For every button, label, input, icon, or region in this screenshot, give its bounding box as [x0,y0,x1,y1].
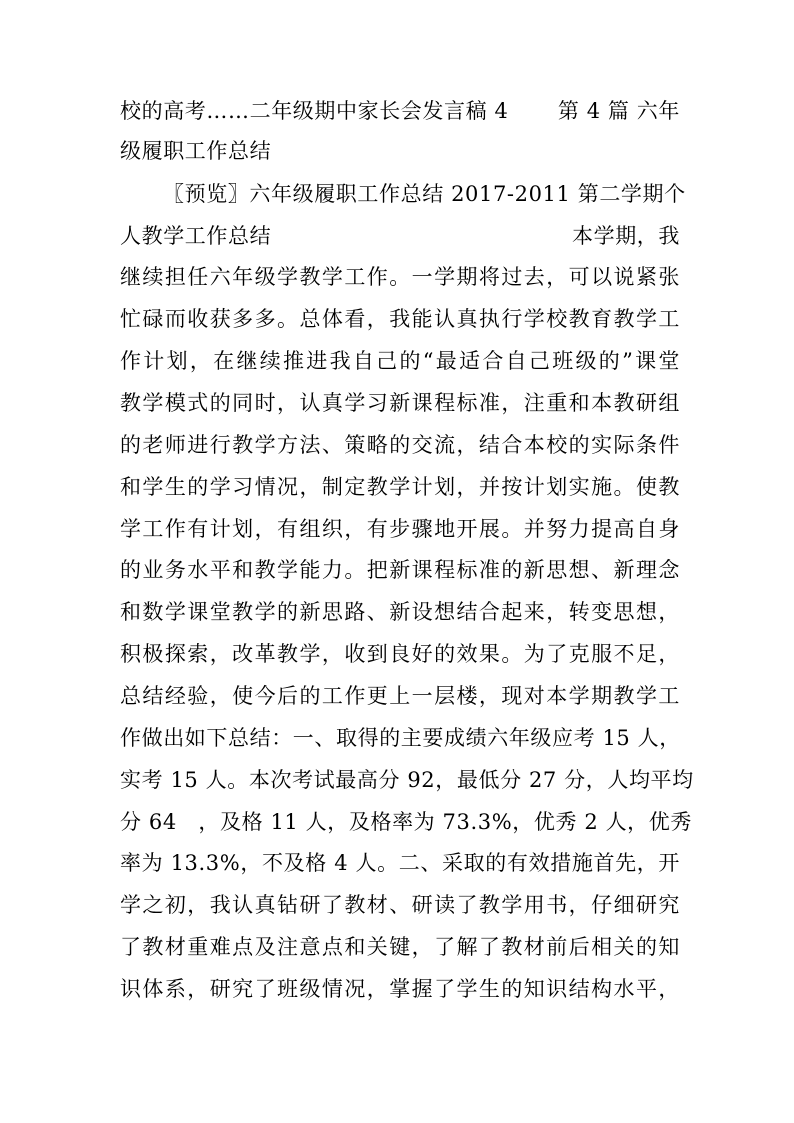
text-line-6: 忙碌而收获多多。总体看，我能认真执行学校教育教学工 [120,307,680,331]
text-line-5: 继续担任六年级学教学工作。一学期将过去，可以说紧张 [120,265,680,289]
text-line-15: 总结经验，使今后的工作更上一层楼，现对本学期教学工 [120,684,680,708]
text-line-9: 的老师进行教学方法、策略的交流，结合本校的实际条件 [120,433,680,457]
text-line-8: 教学模式的同时，认真学习新课程标准，注重和本教研组 [120,391,680,415]
text-line-13: 和数学课堂教学的新思路、新设想结合起来，转变思想， [120,600,680,624]
text-line-14: 积极探索，改革教学，收到良好的效果。为了克服不足， [120,642,680,666]
text-line-7: 作计划，在继续推进我自己的“最适合自己班级的”课堂 [120,349,680,373]
text-line-4 [120,216,680,256]
text-line-12: 的业务水平和教学能力。把新课程标准的新思想、新理念 [120,558,680,582]
text-line-16: 作做出如下总结：一、取得的主要成绩六年级应考 15 人， [120,726,681,750]
text-line-1-left: 校的高考……二年级期中家长会发言稿 4 [120,99,509,123]
text-line-1 [120,91,680,131]
text-line-4-left: 人教学工作总结 [120,224,272,248]
text-line-18: 分 64 ，及格 11 人，及格率为 73.3%，优秀 2 人，优秀 [120,810,692,834]
text-line-17: 实考 15 人。本次考试最高分 92，最低分 27 分，人均平均 [120,768,694,792]
text-line-10: 和学生的学习情况，制定教学计划，并按计划实施。使教 [120,475,680,499]
text-line-3: 〖预览〗六年级履职工作总结 2017-2011 第二学期个 [163,182,686,206]
text-line-22: 识体系，研究了班级情况，掌握了学生的知识结构水平， [120,977,680,1001]
text-line-4-right: 本学期，我 [572,224,680,248]
text-line-2: 级履职工作总结 [120,139,272,163]
text-line-11: 学工作有计划，有组织，有步骤地开展。并努力提高自身 [120,517,680,541]
text-line-21: 了教材重难点及注意点和关键，了解了教材前后相关的知 [120,935,680,959]
text-line-1-right: 第 4 篇 六年 [557,99,680,123]
text-line-19: 率为 13.3%，不及格 4 人。二、采取的有效措施首先，开 [120,851,680,875]
text-line-20: 学之初，我认真钻研了教材、研读了教学用书，仔细研究 [120,893,680,917]
